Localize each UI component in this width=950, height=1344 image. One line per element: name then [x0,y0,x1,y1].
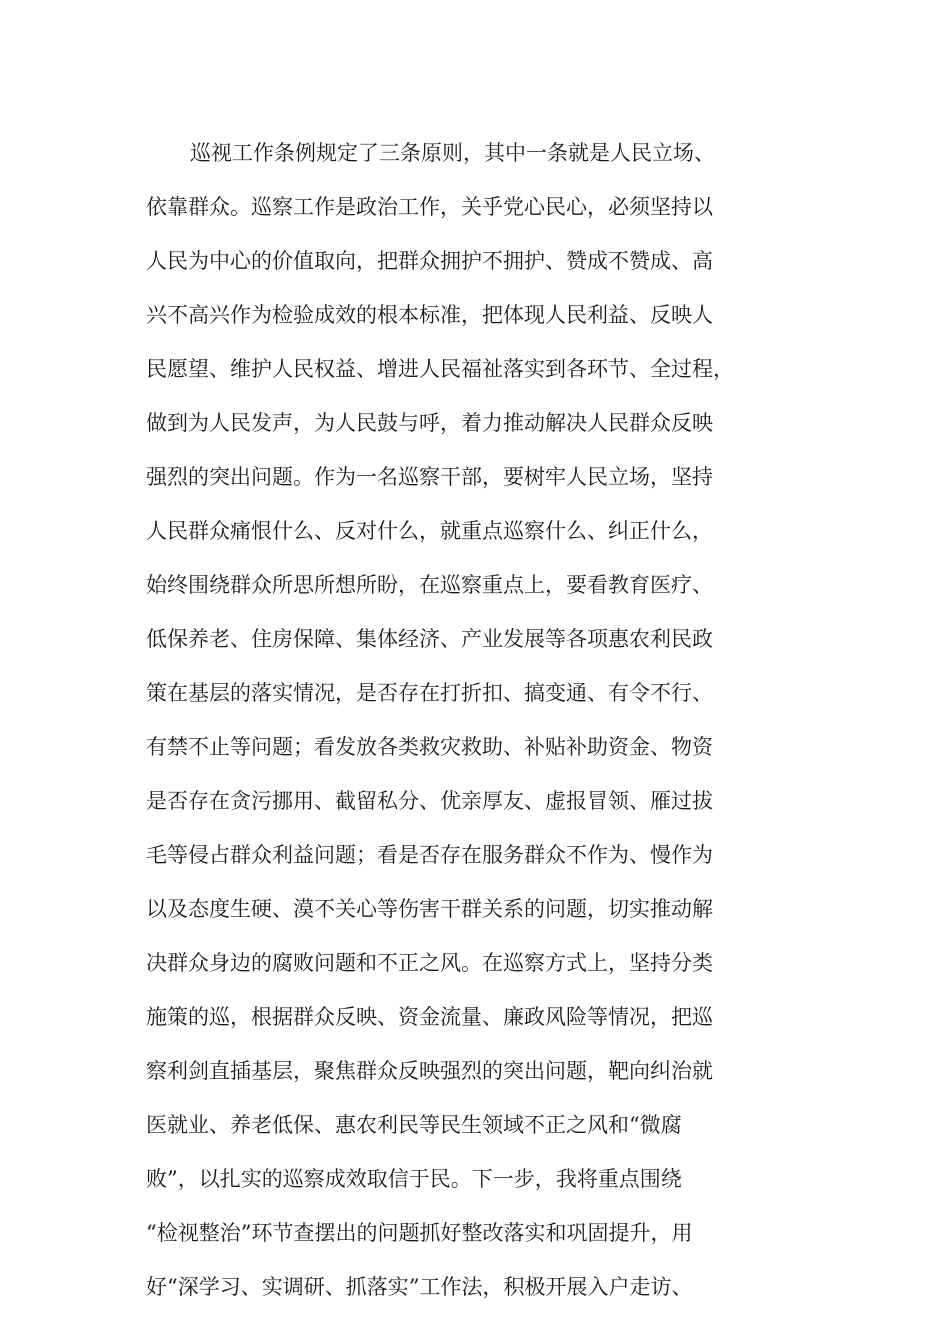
text-line-4: 兴不高兴作为检验成效的根本标准，把体现人民利益、反映人 [146,303,713,327]
text-line-5: 民愿望、维护人民权益、增进人民福祉落实到各环节、全过程， [146,357,734,381]
text-line-7: 强烈的突出问题。作为一名巡察干部，要树牢人民立场，坚持 [146,465,713,489]
text-line-1: 巡视工作条例规定了三条原则，其中一条就是人民立场、 [190,141,715,165]
text-line-16: 决群众身边的腐败问题和不正之风。在巡察方式上，坚持分类 [146,951,713,975]
text-line-11: 策在基层的落实情况，是否存在打折扣、搞变通、有令不行、 [146,681,713,705]
text-line-9: 始终围绕群众所思所想所盼，在巡察重点上，要看教育医疗、 [146,573,713,597]
text-line-12: 有禁不止等问题；看发放各类救灾救助、补贴补助资金、物资 [146,735,713,759]
text-line-13: 是否存在贪污挪用、截留私分、优亲厚友、虚报冒领、雁过拔 [146,789,713,813]
text-line-19: 医就业、养老低保、惠农利民等民生领域不正之风和“微腐 [146,1113,682,1137]
text-line-2: 依靠群众。巡察工作是政治工作，关乎党心民心，必须坚持以 [146,195,713,219]
text-line-6: 做到为人民发声，为人民鼓与呼，着力推动解决人民群众反映 [146,411,713,435]
text-line-10: 低保养老、住房保障、集体经济、产业发展等各项惠农利民政 [146,627,713,651]
text-line-18: 察利剑直插基层，聚焦群众反映强烈的突出问题，靶向纠治就 [146,1059,713,1083]
text-line-15: 以及态度生硬、漠不关心等伤害干群关系的问题，切实推动解 [146,897,713,921]
text-line-14: 毛等侵占群众利益问题；看是否存在服务群众不作为、慢作为 [146,843,713,867]
text-line-21: “检视整治”环节查摆出的问题抓好整改落实和巩固提升，用 [146,1221,693,1245]
text-line-8: 人民群众痛恨什么、反对什么，就重点巡察什么、纠正什么， [146,519,713,543]
text-line-17: 施策的巡，根据群众反映、资金流量、廉政风险等情况，把巡 [146,1005,713,1029]
text-line-22: 好“深学习、实调研、抓落实”工作法，积极开展入户走访、 [146,1275,693,1299]
text-line-20: 败”，以扎实的巡察成效取信于民。下一步，我将重点围绕 [146,1167,682,1191]
body-paragraph [146,126,806,1314]
text-line-3: 人民为中心的价值取向，把群众拥护不拥护、赞成不赞成、高 [146,249,713,273]
